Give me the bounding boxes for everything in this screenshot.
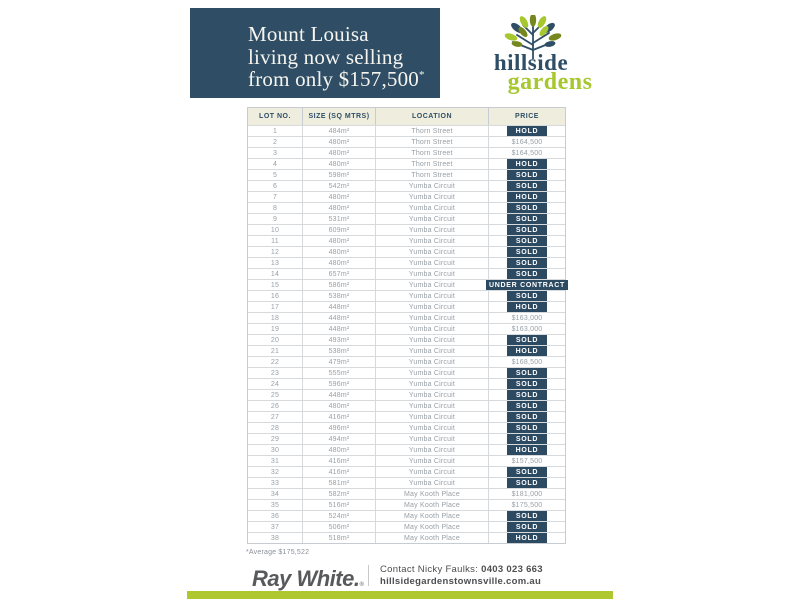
size-cell: 480m² (302, 137, 375, 147)
location-cell: Yumba Circuit (375, 379, 488, 389)
location-cell: Thorn Street (375, 148, 488, 158)
size-cell: 480m² (302, 148, 375, 158)
table-row (248, 323, 565, 334)
location-cell: Yumba Circuit (375, 456, 488, 466)
status-badge: SOLD (507, 225, 547, 235)
location-cell: Yumba Circuit (375, 412, 488, 422)
size-cell: 493m² (302, 335, 375, 345)
size-cell: 479m² (302, 357, 375, 367)
size-cell: 609m² (302, 225, 375, 235)
location-cell: Yumba Circuit (375, 280, 488, 290)
contact-line (380, 564, 543, 576)
size-cell: 416m² (302, 467, 375, 477)
average-footnote: *Average $175,522 (246, 549, 310, 556)
size-cell: 448m² (302, 390, 375, 400)
price-cell: $164,500 (488, 137, 565, 147)
table-row (248, 521, 565, 532)
lot-cell: 1 (272, 127, 278, 135)
status-badge: SOLD (507, 247, 547, 257)
size-cell: 480m² (302, 159, 375, 169)
location-cell: Yumba Circuit (375, 247, 488, 257)
size-cell: 581m² (302, 478, 375, 488)
table-row (248, 400, 565, 411)
size-cell: 518m² (302, 533, 375, 543)
status-badge: SOLD (507, 291, 547, 301)
price-cell (488, 467, 565, 477)
table-row (248, 268, 565, 279)
location-cell: May Kooth Place (375, 522, 488, 532)
lot-cell: 11 (271, 237, 279, 245)
location-cell: Yumba Circuit (375, 225, 488, 235)
lot-cell: 33 (270, 479, 280, 487)
contact-phone: 0403 023 663 (481, 564, 543, 575)
size-cell: 516m² (302, 500, 375, 510)
table-row (248, 422, 565, 433)
table-row (248, 213, 565, 224)
status-badge: HOLD (507, 159, 547, 169)
size-cell: 480m² (302, 192, 375, 202)
status-badge: SOLD (507, 511, 547, 521)
price-cell (488, 192, 565, 202)
table-row (248, 301, 565, 312)
price-cell: $181,000 (488, 489, 565, 499)
table-row (248, 125, 565, 136)
price-cell (488, 478, 565, 488)
location-cell: May Kooth Place (375, 511, 488, 521)
lot-cell: 10 (270, 226, 280, 234)
location-cell: Yumba Circuit (375, 324, 488, 334)
lot-cell: 25 (270, 391, 280, 399)
status-badge: SOLD (507, 522, 547, 532)
price-cell: $164,500 (488, 148, 565, 158)
location-cell: Yumba Circuit (375, 478, 488, 488)
table-row (248, 488, 565, 499)
location-cell: Yumba Circuit (375, 181, 488, 191)
lot-cell: 23 (270, 369, 280, 377)
price-cell (488, 170, 565, 180)
price-cell (488, 247, 565, 257)
price-cell (488, 280, 565, 290)
price-cell (488, 346, 565, 356)
size-cell: 542m² (302, 181, 375, 191)
location-cell: Yumba Circuit (375, 423, 488, 433)
lot-cell: 19 (270, 325, 280, 333)
price-cell (488, 258, 565, 268)
lot-cell: 5 (272, 171, 278, 179)
lot-cell: 31 (270, 457, 280, 465)
table-row (248, 411, 565, 422)
price-cell (488, 126, 565, 136)
status-badge: UNDER CONTRACT (486, 280, 568, 290)
location-cell: Yumba Circuit (375, 291, 488, 301)
lot-cell: 9 (272, 215, 278, 223)
table-row (248, 499, 565, 510)
location-cell: Yumba Circuit (375, 390, 488, 400)
lot-cell: 38 (270, 534, 280, 542)
price-cell (488, 269, 565, 279)
status-badge: SOLD (507, 467, 547, 477)
status-badge: SOLD (507, 236, 547, 246)
price-cell (488, 379, 565, 389)
headline-line1: Mount Louisa (248, 22, 369, 46)
location-cell: Yumba Circuit (375, 346, 488, 356)
table-row (248, 444, 565, 455)
column-header: PRICE (488, 108, 565, 125)
table-row (248, 433, 565, 444)
table-row (248, 378, 565, 389)
headline-banner (190, 8, 440, 98)
table-row (248, 202, 565, 213)
status-badge: SOLD (507, 335, 547, 345)
status-badge: SOLD (507, 170, 547, 180)
table-row (248, 455, 565, 466)
table-row (248, 312, 565, 323)
accent-bar (187, 591, 613, 599)
location-cell: Thorn Street (375, 126, 488, 136)
table-row (248, 136, 565, 147)
location-cell: Yumba Circuit (375, 445, 488, 455)
location-cell: Yumba Circuit (375, 214, 488, 224)
table-row (248, 257, 565, 268)
price-cell: $175,500 (488, 500, 565, 510)
table-header-row (248, 108, 565, 125)
lot-cell: 18 (270, 314, 280, 322)
column-header: LOT NO. (259, 113, 291, 120)
status-badge: SOLD (507, 269, 547, 279)
status-badge: SOLD (507, 390, 547, 400)
table-row (248, 510, 565, 521)
table-row (248, 158, 565, 169)
price-cell (488, 225, 565, 235)
size-cell: 480m² (302, 236, 375, 246)
size-cell: 480m² (302, 401, 375, 411)
table-row (248, 279, 565, 290)
footnote-marker: * (419, 69, 425, 81)
table-row (248, 466, 565, 477)
price-cell (488, 181, 565, 191)
lot-cell: 37 (270, 523, 280, 531)
size-cell: 524m² (302, 511, 375, 521)
price-cell (488, 302, 565, 312)
logo-word-hillside: hillside (493, 50, 569, 75)
location-cell: May Kooth Place (375, 489, 488, 499)
location-cell: Yumba Circuit (375, 269, 488, 279)
table-row (248, 246, 565, 257)
size-cell: 416m² (302, 456, 375, 466)
price-cell: $168,500 (488, 357, 565, 367)
lot-cell: 16 (270, 292, 280, 300)
headline-line2: living now selling (248, 44, 404, 69)
price-cell (488, 203, 565, 213)
price-cell (488, 390, 565, 400)
table-row (248, 477, 565, 488)
size-cell: 582m² (302, 489, 375, 499)
location-cell: Yumba Circuit (375, 368, 488, 378)
table-row (248, 334, 565, 345)
status-badge: SOLD (507, 412, 547, 422)
status-badge: HOLD (507, 192, 547, 202)
location-cell: Yumba Circuit (375, 258, 488, 268)
lot-cell: 24 (270, 380, 280, 388)
price-cell (488, 522, 565, 532)
contact-website: hillsidegardenstownsville.com.au (380, 576, 542, 587)
logo-word-gardens: gardens (507, 69, 593, 95)
status-badge: HOLD (507, 533, 547, 543)
size-cell: 531m² (302, 214, 375, 224)
lot-cell: 22 (270, 358, 280, 366)
size-cell: 448m² (302, 302, 375, 312)
size-cell: 538m² (302, 291, 375, 301)
price-table (247, 107, 566, 544)
status-badge: SOLD (507, 434, 547, 444)
status-badge: HOLD (507, 346, 547, 356)
status-badge: HOLD (507, 445, 547, 455)
price-cell (488, 236, 565, 246)
lot-cell: 29 (270, 435, 280, 443)
lot-cell: 35 (270, 501, 280, 509)
price-cell: $157,500 (488, 456, 565, 466)
location-cell: Yumba Circuit (375, 236, 488, 246)
price-cell (488, 335, 565, 345)
size-cell: 480m² (302, 258, 375, 268)
size-cell: 657m² (302, 269, 375, 279)
table-row (248, 147, 565, 158)
size-cell: 538m² (302, 346, 375, 356)
location-cell: Yumba Circuit (375, 357, 488, 367)
location-cell: Yumba Circuit (375, 467, 488, 477)
location-cell: Yumba Circuit (375, 192, 488, 202)
size-cell: 586m² (302, 280, 375, 290)
status-badge: SOLD (507, 379, 547, 389)
size-cell: 555m² (302, 368, 375, 378)
contact-block (380, 564, 543, 588)
lot-cell: 36 (270, 512, 280, 520)
price-cell (488, 511, 565, 521)
table-row (248, 389, 565, 400)
size-cell: 484m² (302, 126, 375, 136)
table-row (248, 180, 565, 191)
lot-cell: 34 (270, 490, 280, 498)
status-badge: SOLD (507, 401, 547, 411)
footer-divider (368, 565, 369, 586)
table-row (248, 224, 565, 235)
size-cell: 448m² (302, 324, 375, 334)
location-cell: Thorn Street (375, 170, 488, 180)
lot-cell: 14 (270, 270, 280, 278)
lot-cell: 20 (270, 336, 280, 344)
table-row (248, 356, 565, 367)
column-header: SIZE (SQ MTRS) (302, 108, 375, 125)
size-cell: 506m² (302, 522, 375, 532)
status-badge: SOLD (507, 181, 547, 191)
location-cell: Yumba Circuit (375, 335, 488, 345)
table-row (248, 191, 565, 202)
table-row (248, 290, 565, 301)
lot-cell: 3 (272, 149, 278, 157)
price-cell (488, 401, 565, 411)
table-row (248, 367, 565, 378)
price-cell (488, 445, 565, 455)
location-cell: May Kooth Place (375, 500, 488, 510)
price-cell (488, 412, 565, 422)
lot-cell: 27 (270, 413, 280, 421)
size-cell: 448m² (302, 313, 375, 323)
table-row (248, 169, 565, 180)
lot-cell: 4 (272, 160, 278, 168)
location-cell: Yumba Circuit (375, 313, 488, 323)
headline-text (190, 8, 440, 91)
price-cell: $163,000 (488, 324, 565, 334)
status-badge: SOLD (507, 368, 547, 378)
size-cell: 480m² (302, 203, 375, 213)
lot-cell: 2 (272, 138, 278, 146)
location-cell: May Kooth Place (375, 533, 488, 543)
size-cell: 596m² (302, 379, 375, 389)
lot-cell: 21 (270, 347, 280, 355)
table-row (248, 532, 565, 543)
lot-cell: 15 (270, 281, 280, 289)
table-body (248, 125, 565, 543)
location-cell: Yumba Circuit (375, 401, 488, 411)
status-badge: HOLD (507, 302, 547, 312)
location-cell: Yumba Circuit (375, 203, 488, 213)
status-badge: SOLD (507, 203, 547, 213)
lot-cell: 32 (270, 468, 280, 476)
ray-white-logo: Ray White.® (252, 566, 364, 591)
price-cell (488, 533, 565, 543)
size-cell: 496m² (302, 423, 375, 433)
location-cell: Yumba Circuit (375, 302, 488, 312)
lot-cell: 12 (270, 248, 280, 256)
size-cell: 494m² (302, 434, 375, 444)
size-cell: 598m² (302, 170, 375, 180)
location-cell: Thorn Street (375, 137, 488, 147)
size-cell: 416m² (302, 412, 375, 422)
lot-cell: 13 (270, 259, 280, 267)
lot-cell: 30 (270, 446, 280, 454)
status-badge: SOLD (507, 478, 547, 488)
column-header: LOCATION (375, 108, 488, 125)
price-cell (488, 423, 565, 433)
registered-mark: ® (359, 582, 364, 588)
price-cell (488, 368, 565, 378)
location-cell: Yumba Circuit (375, 434, 488, 444)
size-cell: 480m² (302, 247, 375, 257)
lot-cell: 17 (270, 303, 280, 311)
price-cell (488, 291, 565, 301)
price-cell (488, 214, 565, 224)
location-cell: Thorn Street (375, 159, 488, 169)
lot-cell: 6 (272, 182, 278, 190)
status-badge: SOLD (507, 214, 547, 224)
size-cell: 480m² (302, 445, 375, 455)
price-cell (488, 159, 565, 169)
lot-cell: 7 (272, 193, 278, 201)
status-badge: SOLD (507, 258, 547, 268)
table-row (248, 235, 565, 246)
price-cell (488, 434, 565, 444)
lot-cell: 28 (270, 424, 280, 432)
status-badge: SOLD (507, 423, 547, 433)
lot-cell: 26 (270, 402, 280, 410)
status-badge: HOLD (507, 126, 547, 136)
table-row (248, 345, 565, 356)
headline-line3: from only $157,500* (248, 67, 425, 91)
price-cell: $163,000 (488, 313, 565, 323)
contact-label: Contact Nicky Faulks: (380, 564, 479, 575)
lot-cell: 8 (272, 204, 278, 212)
